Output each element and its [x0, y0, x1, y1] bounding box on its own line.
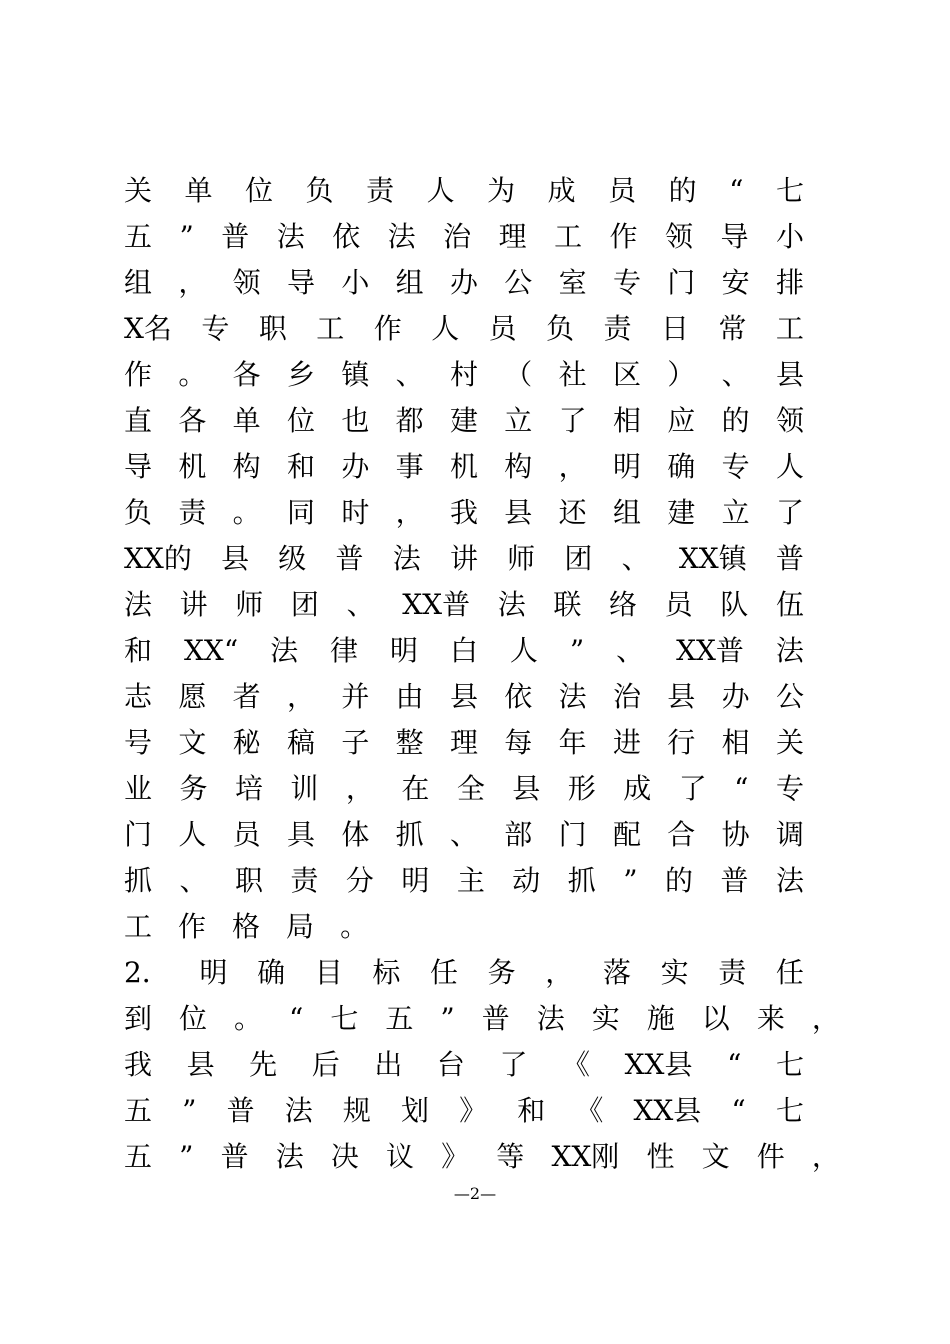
- text-glyph: “: [289, 1002, 304, 1035]
- text-glyph: 务: [487, 956, 516, 989]
- text-glyph: 社: [558, 358, 587, 391]
- text-glyph: 。: [232, 496, 261, 529]
- text-glyph: 立: [721, 496, 750, 529]
- text-glyph: 动: [512, 864, 541, 897]
- text-glyph: 领: [775, 404, 804, 437]
- text-glyph: 员: [608, 174, 637, 207]
- text-glyph: 理: [449, 726, 478, 759]
- text-glyph: 公: [504, 266, 533, 299]
- text-glyph: 稿: [286, 726, 315, 759]
- text-glyph: 镇: [341, 358, 370, 391]
- text-glyph: 关: [775, 726, 804, 759]
- text-glyph: 人: [775, 450, 804, 483]
- text-glyph: 领: [232, 266, 261, 299]
- text-glyph: 五: [124, 1140, 153, 1173]
- text-glyph: 到: [124, 1002, 153, 1035]
- text-glyph: 决: [330, 1140, 359, 1173]
- text-glyph: 划: [400, 1094, 429, 1127]
- text-glyph: 排: [775, 266, 804, 299]
- text-glyph: 县: [512, 772, 541, 805]
- text-glyph: 法: [775, 634, 804, 667]
- text-line: [124, 398, 804, 444]
- text-glyph: 作: [373, 312, 402, 345]
- text-glyph: ”: [182, 1094, 197, 1127]
- text-glyph: 局: [286, 910, 315, 943]
- text-glyph: 职: [258, 312, 287, 345]
- text-glyph: 格: [232, 910, 261, 943]
- text-glyph: 等: [496, 1140, 525, 1173]
- text-line: [124, 352, 804, 398]
- text-glyph: XX镇: [678, 542, 747, 575]
- text-glyph: 。: [234, 1002, 263, 1035]
- text-line: [124, 214, 804, 260]
- text-glyph: 普: [226, 1094, 255, 1127]
- text-glyph: 、: [621, 542, 650, 575]
- text-glyph: 门: [558, 818, 587, 851]
- text-glyph: 关: [124, 174, 153, 207]
- text-glyph: 团: [564, 542, 593, 575]
- text-glyph: 法: [536, 1002, 565, 1035]
- text-glyph: 全: [456, 772, 485, 805]
- text-glyph: 七: [775, 1094, 804, 1127]
- text-line: [124, 168, 804, 214]
- text-glyph: 进: [612, 726, 641, 759]
- text-glyph: 法: [284, 1094, 313, 1127]
- text-glyph: 职: [234, 864, 263, 897]
- text-glyph: 工: [124, 910, 153, 943]
- text-glyph: 法: [775, 864, 804, 897]
- text-glyph: 小: [341, 266, 370, 299]
- text-glyph: 我: [449, 496, 478, 529]
- text-glyph: 七: [775, 1048, 804, 1081]
- text-glyph: ，: [811, 1002, 840, 1035]
- text-glyph: 明: [199, 956, 228, 989]
- text-glyph: 责: [603, 312, 632, 345]
- text-glyph: 普: [221, 220, 250, 253]
- text-glyph: 级: [278, 542, 307, 575]
- text-glyph: 明: [401, 864, 430, 897]
- text-glyph: 门: [124, 818, 153, 851]
- text-glyph: 治: [612, 680, 641, 713]
- text-glyph: 立: [504, 404, 533, 437]
- text-glyph: 秘: [232, 726, 261, 759]
- text-glyph: 领: [665, 220, 694, 253]
- text-glyph: 体: [341, 818, 370, 851]
- text-glyph: XX普: [402, 588, 471, 621]
- text-glyph: 先: [249, 1048, 278, 1081]
- text-glyph: 并: [341, 680, 370, 713]
- text-glyph: 工: [316, 312, 345, 345]
- text-glyph: 机: [178, 450, 207, 483]
- text-glyph: 。: [178, 358, 207, 391]
- text-glyph: XX县: [624, 1048, 693, 1081]
- text-line: [124, 536, 804, 582]
- text-glyph: 五: [385, 1002, 414, 1035]
- text-glyph: 形: [567, 772, 596, 805]
- text-glyph: 机: [449, 450, 478, 483]
- page-number: —2—: [453, 1184, 497, 1203]
- text-glyph: 安: [721, 266, 750, 299]
- text-glyph: 法: [275, 1140, 304, 1173]
- text-glyph: 务: [179, 772, 208, 805]
- text-glyph: 明: [612, 450, 641, 483]
- text-glyph: 。: [340, 910, 369, 943]
- text-glyph: 、: [449, 818, 478, 851]
- text-glyph: 法: [497, 588, 526, 621]
- text-line: [124, 1088, 804, 1134]
- text-glyph: 专: [612, 266, 641, 299]
- text-glyph: 普: [335, 542, 364, 575]
- text-glyph: “: [731, 1094, 746, 1127]
- text-glyph: 组: [395, 266, 424, 299]
- text-glyph: 落: [602, 956, 631, 989]
- text-glyph: 普: [775, 542, 804, 575]
- text-line: [124, 766, 804, 812]
- text-glyph: 位: [245, 174, 274, 207]
- text-glyph: 年: [558, 726, 587, 759]
- text-glyph: 办: [341, 450, 370, 483]
- text-glyph: 以: [701, 1002, 730, 1035]
- text-glyph: ，: [345, 772, 374, 805]
- text-glyph: ，: [558, 450, 587, 483]
- text-glyph: 队: [720, 588, 749, 621]
- text-glyph: 导: [720, 220, 749, 253]
- text-glyph: 各: [178, 404, 207, 437]
- text-glyph: 县: [449, 680, 478, 713]
- text-glyph: 培: [234, 772, 263, 805]
- text-glyph: 任: [430, 956, 459, 989]
- text-glyph: 部: [504, 818, 533, 851]
- text-glyph: 位: [286, 404, 315, 437]
- text-line: [124, 720, 804, 766]
- text-glyph: 标: [372, 956, 401, 989]
- text-glyph: 确: [257, 956, 286, 989]
- text-glyph: 子: [341, 726, 370, 759]
- text-glyph: 分: [345, 864, 374, 897]
- text-glyph: 、: [395, 358, 424, 391]
- text-glyph: 责: [178, 496, 207, 529]
- text-glyph: 员: [664, 588, 693, 621]
- text-glyph: X名: [124, 312, 172, 345]
- text-glyph: （: [504, 358, 533, 391]
- text-glyph: ）: [667, 358, 696, 391]
- text-glyph: 和: [286, 450, 315, 483]
- text-line: [124, 996, 840, 1042]
- text-glyph: “: [729, 174, 744, 207]
- text-glyph: 的: [668, 174, 697, 207]
- text-glyph: 配: [612, 818, 641, 851]
- text-glyph: 2．: [124, 956, 170, 989]
- text-glyph: 普: [481, 1002, 510, 1035]
- text-glyph: 和: [517, 1094, 546, 1127]
- text-glyph: ，: [178, 266, 207, 299]
- text-glyph: 议: [386, 1140, 415, 1173]
- text-glyph: 日: [661, 312, 690, 345]
- text-glyph: 训: [290, 772, 319, 805]
- text-glyph: 号: [124, 726, 153, 759]
- text-glyph: 各: [232, 358, 261, 391]
- text-glyph: XX的: [124, 542, 192, 575]
- text-glyph: 、: [616, 634, 645, 667]
- text-glyph: 事: [395, 450, 424, 483]
- text-glyph: 实: [591, 1002, 620, 1035]
- text-glyph: 出: [374, 1048, 403, 1081]
- text-glyph: 常: [718, 312, 747, 345]
- text-glyph: 单: [232, 404, 261, 437]
- text-line: [124, 674, 804, 720]
- text-glyph: 室: [558, 266, 587, 299]
- text-glyph: 团: [290, 588, 319, 621]
- text-glyph: 人: [431, 312, 460, 345]
- text-line: [124, 582, 804, 628]
- text-line: [124, 1042, 804, 1088]
- text-glyph: 相: [612, 404, 641, 437]
- text-glyph: 了: [775, 496, 804, 529]
- text-glyph: 位: [179, 1002, 208, 1035]
- text-glyph: ，: [286, 680, 315, 713]
- text-glyph: 员: [232, 818, 261, 851]
- text-glyph: 成: [547, 174, 576, 207]
- text-glyph: 讲: [449, 542, 478, 575]
- text-glyph: ”: [623, 864, 638, 897]
- text-glyph: 我: [124, 1048, 153, 1081]
- text-glyph: 直: [124, 404, 153, 437]
- text-glyph: 成: [623, 772, 652, 805]
- text-line: [124, 628, 804, 674]
- text-glyph: 责: [290, 864, 319, 897]
- text-glyph: ，: [545, 956, 574, 989]
- text-glyph: 法: [387, 220, 416, 253]
- text-glyph: 负: [546, 312, 575, 345]
- text-glyph: 和: [124, 634, 153, 667]
- text-glyph: 工: [775, 312, 804, 345]
- text-glyph: 相: [721, 726, 750, 759]
- text-glyph: 、: [179, 864, 208, 897]
- text-glyph: 专: [775, 772, 804, 805]
- text-glyph: 办: [721, 680, 750, 713]
- text-glyph: 县: [775, 358, 804, 391]
- text-glyph: 都: [395, 404, 424, 437]
- text-line: [124, 812, 804, 858]
- text-glyph: 组: [612, 496, 641, 529]
- text-glyph: 小: [775, 220, 804, 253]
- text-glyph: 了: [499, 1048, 528, 1081]
- text-glyph: 了: [678, 772, 707, 805]
- text-glyph: XX刚: [551, 1140, 620, 1173]
- text-glyph: 负: [124, 496, 153, 529]
- text-glyph: 联: [553, 588, 582, 621]
- text-glyph: ”: [440, 1002, 455, 1035]
- text-glyph: 性: [646, 1140, 675, 1173]
- text-glyph: 理: [498, 220, 527, 253]
- text-glyph: 规: [342, 1094, 371, 1127]
- text-glyph: 法: [558, 680, 587, 713]
- text-glyph: 治: [443, 220, 472, 253]
- text-glyph: 由: [395, 680, 424, 713]
- text-glyph: “: [734, 772, 749, 805]
- text-glyph: 具: [286, 818, 315, 851]
- text-glyph: 组: [124, 266, 153, 299]
- text-glyph: 法: [392, 542, 421, 575]
- text-glyph: 抓: [124, 864, 153, 897]
- text-glyph: 普: [220, 1140, 249, 1173]
- text-glyph: 同: [286, 496, 315, 529]
- text-glyph: 人: [178, 818, 207, 851]
- text-line: [124, 444, 804, 490]
- text-glyph: 构: [504, 450, 533, 483]
- text-glyph: 负: [305, 174, 334, 207]
- text-glyph: 师: [235, 588, 264, 621]
- text-glyph: 区: [612, 358, 641, 391]
- text-glyph: 作: [609, 220, 638, 253]
- text-glyph: 为: [487, 174, 516, 207]
- text-glyph: 依: [332, 220, 361, 253]
- text-glyph: 文: [178, 726, 207, 759]
- text-glyph: 办: [449, 266, 478, 299]
- text-glyph: 应: [667, 404, 696, 437]
- text-glyph: 明: [389, 634, 418, 667]
- text-glyph: 专: [201, 312, 230, 345]
- text-glyph: 人: [426, 174, 455, 207]
- text-glyph: ，: [811, 1140, 840, 1173]
- text-glyph: 专: [721, 450, 750, 483]
- text-glyph: 也: [341, 404, 370, 437]
- text-glyph: XX普: [676, 634, 744, 667]
- text-glyph: 确: [667, 450, 696, 483]
- text-glyph: ”: [179, 220, 194, 253]
- text-glyph: 还: [558, 496, 587, 529]
- text-glyph: 公: [775, 680, 804, 713]
- text-line: [124, 858, 804, 904]
- text-glyph: 文: [701, 1140, 730, 1173]
- text-glyph: ”: [179, 1140, 194, 1173]
- text-glyph: 作: [178, 910, 207, 943]
- text-glyph: 》: [441, 1140, 470, 1173]
- text-glyph: 志: [124, 680, 153, 713]
- text-glyph: 者: [232, 680, 261, 713]
- text-glyph: 人: [509, 634, 538, 667]
- text-glyph: 导: [124, 450, 153, 483]
- text-glyph: 法: [270, 634, 299, 667]
- text-glyph: 调: [775, 818, 804, 851]
- text-glyph: 五: [124, 1094, 153, 1127]
- text-glyph: 了: [558, 404, 587, 437]
- text-glyph: XX“: [183, 634, 239, 667]
- text-line: [124, 950, 804, 996]
- text-glyph: 整: [395, 726, 424, 759]
- text-glyph: 协: [721, 818, 750, 851]
- text-glyph: 《: [575, 1094, 604, 1127]
- text-glyph: 任: [775, 956, 804, 989]
- text-glyph: 《: [562, 1048, 591, 1081]
- text-glyph: 每: [504, 726, 533, 759]
- text-glyph: 络: [608, 588, 637, 621]
- text-glyph: 县: [221, 542, 250, 575]
- text-glyph: 台: [436, 1048, 465, 1081]
- text-glyph: 县: [504, 496, 533, 529]
- text-glyph: 单: [184, 174, 213, 207]
- text-glyph: 来: [756, 1002, 785, 1035]
- text-glyph: 律: [330, 634, 359, 667]
- text-glyph: 依: [504, 680, 533, 713]
- text-glyph: 建: [667, 496, 696, 529]
- text-glyph: XX县: [633, 1094, 702, 1127]
- text-glyph: 愿: [178, 680, 207, 713]
- text-line: [124, 904, 804, 950]
- text-glyph: 合: [667, 818, 696, 851]
- text-glyph: 、: [346, 588, 375, 621]
- text-line: [124, 1134, 840, 1180]
- text-line: [124, 306, 804, 352]
- text-glyph: 、: [721, 358, 750, 391]
- text-glyph: 抓: [567, 864, 596, 897]
- text-glyph: 建: [449, 404, 478, 437]
- text-glyph: 施: [646, 1002, 675, 1035]
- text-glyph: ”: [569, 634, 585, 667]
- text-glyph: 门: [667, 266, 696, 299]
- text-glyph: 责: [718, 956, 747, 989]
- text-glyph: 时: [341, 496, 370, 529]
- body-text: [124, 168, 840, 1180]
- text-glyph: 后: [311, 1048, 340, 1081]
- text-glyph: 导: [286, 266, 315, 299]
- text-glyph: 县: [667, 680, 696, 713]
- text-glyph: 构: [232, 450, 261, 483]
- text-glyph: 七: [330, 1002, 359, 1035]
- text-glyph: 抓: [395, 818, 424, 851]
- text-glyph: 白: [449, 634, 478, 667]
- text-line: [124, 490, 804, 536]
- text-glyph: 作: [124, 358, 153, 391]
- text-glyph: 七: [775, 174, 804, 207]
- text-glyph: 乡: [286, 358, 315, 391]
- text-glyph: 五: [124, 220, 153, 253]
- text-glyph: 件: [756, 1140, 785, 1173]
- text-glyph: ，: [395, 496, 424, 529]
- text-glyph: 在: [401, 772, 430, 805]
- text-glyph: 法: [124, 588, 153, 621]
- text-glyph: 的: [721, 404, 750, 437]
- text-glyph: 实: [660, 956, 689, 989]
- text-glyph: 师: [507, 542, 536, 575]
- text-glyph: 的: [665, 864, 694, 897]
- text-glyph: 员: [488, 312, 517, 345]
- text-glyph: “: [727, 1048, 742, 1081]
- text-glyph: 业: [124, 772, 153, 805]
- text-line: [124, 260, 804, 306]
- text-glyph: 县: [186, 1048, 215, 1081]
- text-glyph: 》: [459, 1094, 488, 1127]
- text-glyph: 工: [554, 220, 583, 253]
- text-glyph: 目: [314, 956, 343, 989]
- text-glyph: 责: [366, 174, 395, 207]
- text-glyph: 伍: [775, 588, 804, 621]
- text-glyph: 普: [720, 864, 749, 897]
- text-glyph: 行: [667, 726, 696, 759]
- text-glyph: 讲: [179, 588, 208, 621]
- text-glyph: 村: [449, 358, 478, 391]
- text-glyph: 主: [456, 864, 485, 897]
- text-glyph: 法: [276, 220, 305, 253]
